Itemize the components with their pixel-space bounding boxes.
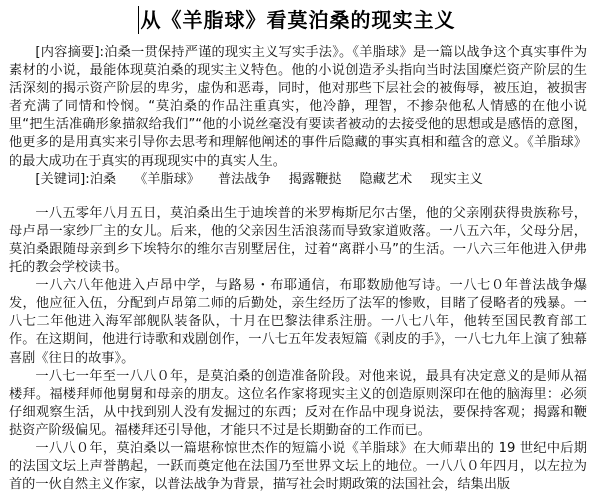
keyword: 泊桑 [89, 171, 117, 187]
text-cursor [138, 6, 139, 34]
keyword: 揭露鞭挞 [288, 171, 342, 187]
document-body [9, 44, 587, 494]
title-area [0, 0, 596, 40]
page-title: 从《羊脂球》看莫泊桑的现实主义 [140, 8, 456, 32]
keyword: 隐藏艺术 [359, 171, 413, 187]
body-paragraph: 一八七一年至一八八０年，是莫泊桑的创造准备阶段。对他来说，最具有决定意义的是师从福楼拜。福楼拜师他舅舅和母亲的朋友。这位名作家将现实主义的创造原则深印在他的脑海里：必须仔细观察生活，从中找到别人没有发掘过的东西；反对在作品中现身说法，要保持客观；揭露和鞭挞资产阶级偏见。福楼拜还引导他，才能只不过是长期勤奋的工作而已。 [9, 368, 587, 438]
abstract-text: 泊桑一贯保持严谨的现实主义写实手法》。《羊脂球》是一篇以战争这个真实事件为素材的小说，最能体现莫泊桑的现实主义特色。他的小说创造矛头指向当时法国糜烂资产阶层的生活深刻的揭示资产阶层的卑劣，虚伪和恶毒，同时，他对那些下层社会的被侮辱，被压迫，被损害者充满了同情和怜悯。“莫泊桑的作品注重真实，他冷静，理智，不掺杂他私人情感的在他小说里“把生活准确形象描叙给我们”“他的小说丝毫没有要读者被动的去接受他的思想或是感悟的意图，他更多的是用真实来引导你去思考和理解他阐述的事件后隐藏的事实真相和蕴含的意义。《羊脂球》的最大成功在于真实的再现现实中的真实人生。 [9, 45, 588, 169]
section-gap [9, 189, 587, 205]
body-paragraph: 一八五零年八月五日，莫泊桑出生于迪埃普的米罗梅斯尼尔古堡，他的父亲刚获得贵族称号，母卢昂一家纱厂主的女儿。后来，他的父亲因生活浪荡而导致家道败落。一八五六年，父母分居，莫泊桑跟随母亲到乡下埃特尔的维尔吉别墅居住，过着“离群小马”的生活。一八六三年他进入伊弗托的教会学校读书。 [9, 205, 587, 276]
keywords-label: [关键词]: [35, 171, 90, 187]
body-paragraph: 一八八０年，莫泊桑以一篇堪称惊世杰作的短篇小说《羊脂球》在大师辈出的 19 世纪中后期的法国文坛上声誉鹊起，一跃而奠定他在法国乃至世界文坛上的地位。一八八０年四月，以左拉为首的一伙自然主义作家，以普法战争为背景，描写社会时期政策的法国社会，结集出版 [9, 440, 587, 493]
abstract-label: [内容摘要]: [35, 45, 104, 60]
keyword: 普法战争 [218, 171, 271, 187]
body-paragraph: 一八六八年他进入卢昂中学，与路易・布耶通信，布耶数励他写诗。一八七０年普法战争爆发，他应征入伍，分配到卢昂第二师的后勤处，亲生经历了法军的惨败，目睹了侵略者的残暴。一八七二年他进入海军部舰队装备队，十月在巴黎法律系注册。一八七八年，他转至国民教育部工作。在这期间，他进行诗歌和戏剧创作，一八七五年发表短篇《剥皮的手》，一八七九年上演了独幕喜剧《往日的故事》。 [9, 278, 587, 366]
abstract-paragraph [9, 44, 587, 171]
keywords-paragraph [9, 171, 587, 189]
keyword: 现实主义 [430, 171, 483, 187]
keyword: 《羊脂球》 [134, 171, 200, 187]
